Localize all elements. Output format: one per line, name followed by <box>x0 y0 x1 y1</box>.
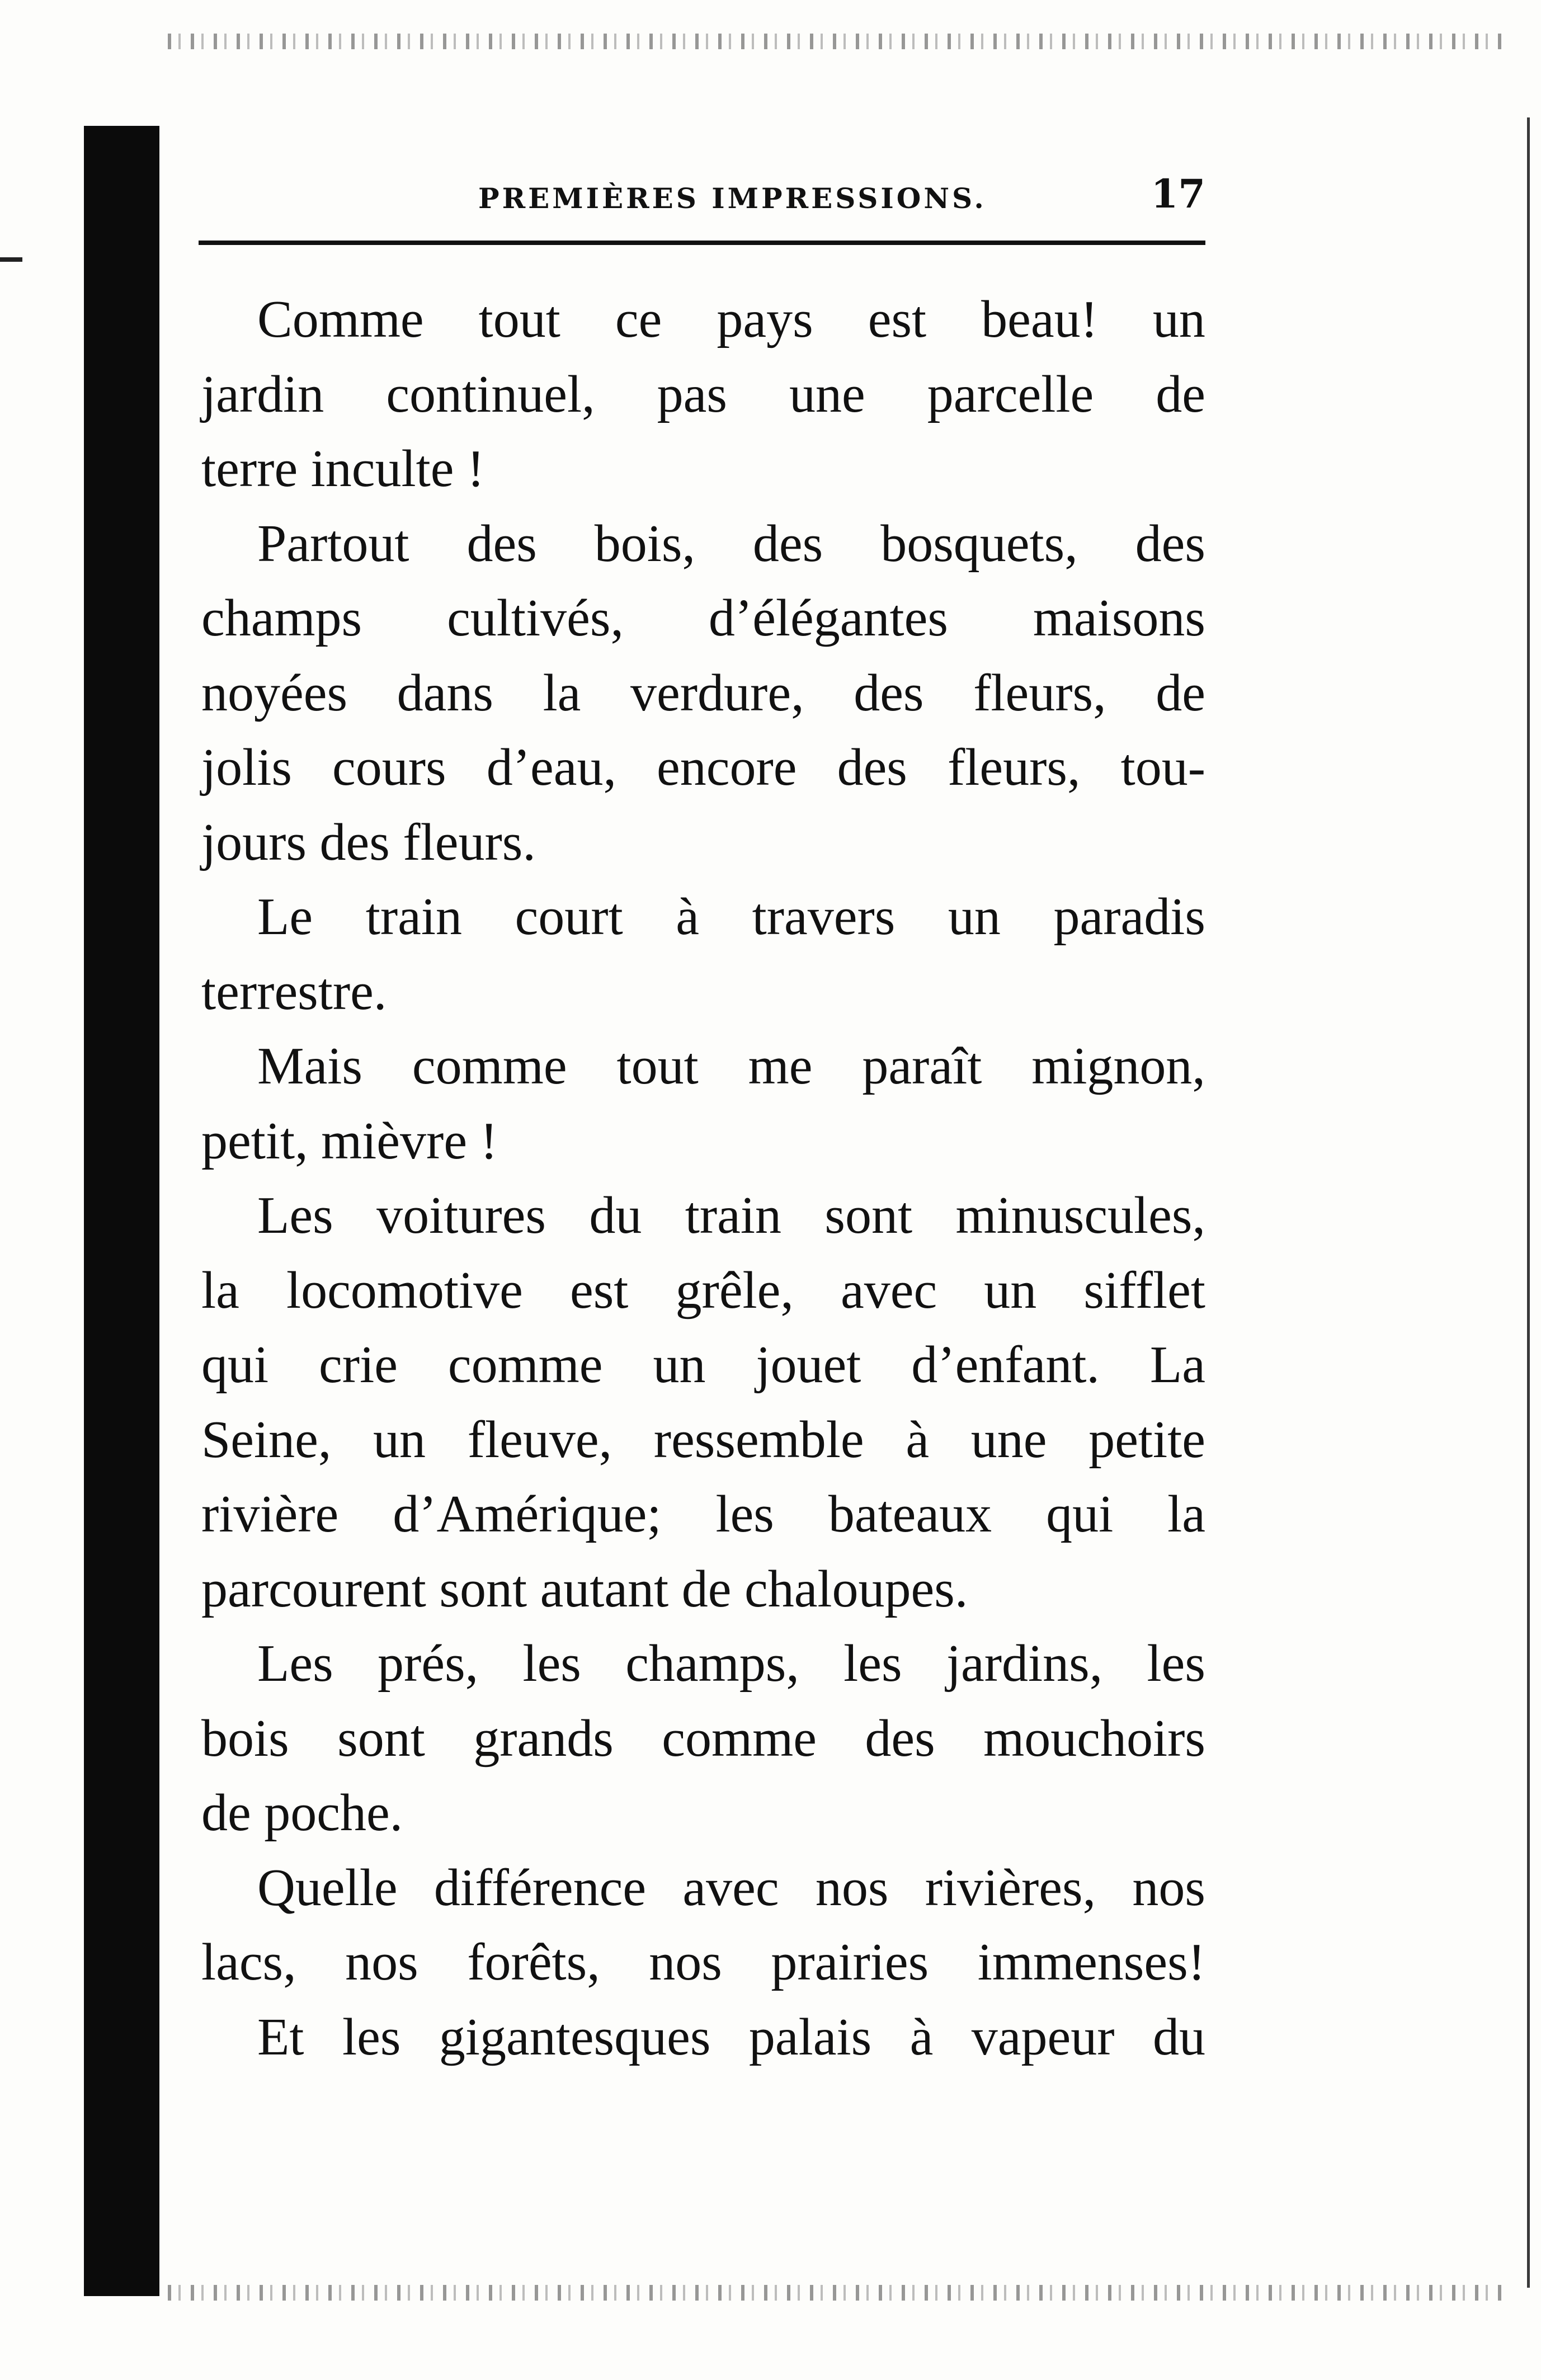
chapter-title: PREMIÈRES IMPRESSIONS. <box>478 182 987 215</box>
text-line: rivière d’Amérique; les bateaux qui la <box>201 1485 1205 1543</box>
text-line: lacs, nos forêts, nos prairies immenses! <box>201 1933 1205 1991</box>
text-line: petit, mièvre ! <box>201 1111 498 1170</box>
scan-mark <box>0 257 22 262</box>
text-line: Les prés, les champs, les jardins, les <box>257 1634 1205 1693</box>
scan-noise-top <box>168 34 1502 49</box>
text-line: bois sont grands comme des mouchoirs <box>201 1709 1205 1768</box>
text-line: Quelle différence avec nos rivières, nos <box>257 1858 1205 1917</box>
text-line: jours des fleurs. <box>201 813 536 871</box>
scan-page-edge <box>1527 117 1530 2288</box>
page-number: 17 <box>1151 171 1205 217</box>
text-line: de poche. <box>201 1784 403 1842</box>
text-line: la locomotive est grêle, avec un sifflet <box>201 1261 1205 1319</box>
text-line: jardin continuel, pas une parcelle de <box>201 365 1205 423</box>
scan-noise-bottom <box>168 2285 1502 2301</box>
text-line: noyées dans la verdure, des fleurs, de <box>201 663 1205 722</box>
text-line: Les voitures du train sont minuscules, <box>257 1186 1205 1245</box>
running-header <box>199 171 1205 232</box>
text-line: qui crie comme un jouet d’enfant. La <box>201 1336 1205 1394</box>
body-text <box>201 282 1205 2075</box>
text-line: Et les gigantesques palais à vapeur du <box>257 2007 1205 2066</box>
text-line: Seine, un fleuve, ressemble à une petite <box>201 1410 1205 1469</box>
text-line: Le train court à travers un paradis <box>257 888 1205 946</box>
text-line: Comme tout ce pays est beau! un <box>257 290 1205 348</box>
scan-binding-shadow <box>84 126 159 2296</box>
header-rule <box>199 241 1205 245</box>
text-line: champs cultivés, d’élégantes maisons <box>201 589 1205 647</box>
text-line: terre inculte ! <box>201 440 485 498</box>
text-line: jolis cours d’eau, encore des fleurs, tou- <box>201 738 1205 797</box>
text-line: Mais comme tout me paraît mignon, <box>257 1037 1205 1095</box>
text-line: parcourent sont autant de chaloupes. <box>201 1559 968 1618</box>
text-line: terrestre. <box>201 962 387 1021</box>
text-line: Partout des bois, des bosquets, des <box>257 514 1205 573</box>
